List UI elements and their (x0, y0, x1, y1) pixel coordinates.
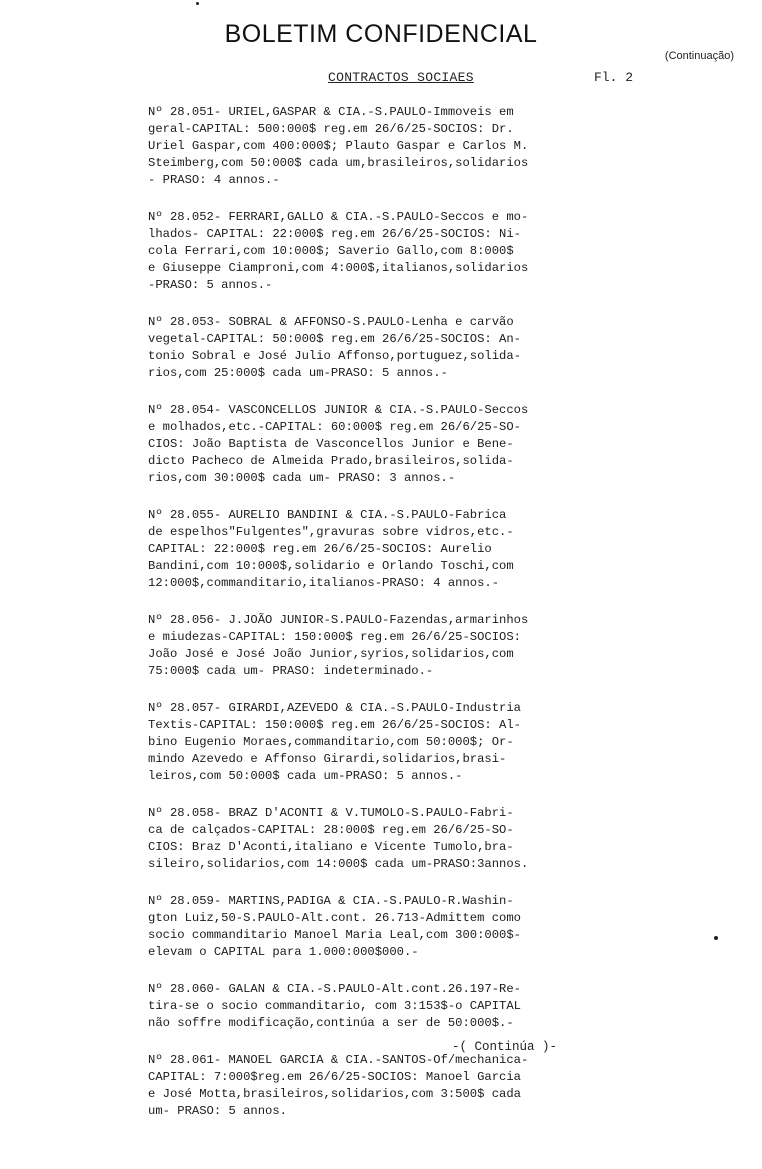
entry-line: Nº 28.058- BRAZ D'ACONTI & V.TUMOLO-S.PAULO-Fabri- (148, 806, 514, 820)
contract-entry (148, 507, 658, 592)
scan-speck (196, 2, 199, 5)
entry-line: CIOS: João Baptista de Vasconcellos Junior e Bene- (148, 437, 514, 451)
continuation-note: (Continuação) (664, 50, 734, 62)
entry-line: - PRASO: 4 annos.- (148, 173, 280, 187)
entry-line: Nº 28.061- MANOEL GARCIA & CIA.-SANTOS-Of/mechanica- (148, 1053, 529, 1067)
bulletin-title: BOLETIM CONFIDENCIAL (224, 20, 538, 48)
contract-entry (148, 1052, 658, 1120)
entry-line: CAPITAL: 22:000$ reg.em 26/6/25-SOCIOS: Aurelio (148, 542, 492, 556)
entry-line: elevam o CAPITAL para 1.000:000$000.- (148, 945, 419, 959)
entry-line: Nº 28.052- FERRARI,GALLO & CIA.-S.PAULO-Seccos e mo- (148, 210, 529, 224)
entry-line: tira-se o socio commanditario, com 3:153$-o CAPITAL (148, 999, 521, 1013)
contract-entry (148, 314, 658, 382)
section-heading: CONTRACTOS SOCIAES (328, 70, 474, 85)
contract-entry (148, 104, 658, 189)
entry-line: cola Ferrari,com 10:000$; Saverio Gallo,com 8:000$ (148, 244, 514, 258)
entry-line: 75:000$ cada um- PRASO: indeterminado.- (148, 664, 434, 678)
entries-list (148, 104, 658, 1140)
entry-line: socio commanditario Manoel Maria Leal,com 300:000$- (148, 928, 521, 942)
entry-line: ca de calçados-CAPITAL: 28:000$ reg.em 26/6/25-SO- (148, 823, 514, 837)
entry-line: tonio Sobral e José Julio Affonso,portuguez,solida- (148, 349, 521, 363)
entry-line: Bandini,com 10:000$,solidario e Orlando Toschi,com (148, 559, 514, 573)
entry-line: e molhados,etc.-CAPITAL: 60:000$ reg.em 26/6/25-SO- (148, 420, 521, 434)
scan-speck (714, 936, 718, 940)
entry-line: leiros,com 50:000$ cada um-PRASO: 5 annos.- (148, 769, 463, 783)
entry-line: não soffre modificação,continúa a ser de 50:000$.- (148, 1016, 514, 1030)
contract-entry (148, 612, 658, 680)
entry-line: e miudezas-CAPITAL: 150:000$ reg.em 26/6/25-SOCIOS: (148, 630, 521, 644)
folio-number: Fl. 2 (594, 70, 634, 85)
entry-line: bino Eugenio Moraes,commanditario,com 50:000$; Or- (148, 735, 514, 749)
entry-line: gton Luiz,50-S.PAULO-Alt.cont. 26.713-Admittem como (148, 911, 521, 925)
contract-entry (148, 209, 658, 294)
entry-line: -PRASO: 5 annos.- (148, 278, 273, 292)
contract-entry (148, 893, 658, 961)
entry-line: CIOS: Braz D'Aconti,italiano e Vicente Tumolo,bra- (148, 840, 514, 854)
entry-line: Nº 28.055- AURELIO BANDINI & CIA.-S.PAULO-Fabrica (148, 508, 507, 522)
entry-line: vegetal-CAPITAL: 50:000$ reg.em 26/6/25-SOCIOS: An- (148, 332, 521, 346)
contract-entry (148, 981, 658, 1032)
entry-line: geral-CAPITAL: 500:000$ reg.em 26/6/25-SOCIOS: Dr. (148, 122, 514, 136)
entry-line: rios,com 30:000$ cada um- PRASO: 3 annos.- (148, 471, 456, 485)
contract-entry (148, 402, 658, 487)
contract-entry (148, 700, 658, 785)
entry-line: lhados- CAPITAL: 22:000$ reg.em 26/6/25-SOCIOS: Ni- (148, 227, 521, 241)
entry-line: dicto Pacheco de Almeida Prado,brasileiros,solida- (148, 454, 514, 468)
entry-line: Nº 28.054- VASCONCELLOS JUNIOR & CIA.-S.PAULO-Seccos (148, 403, 529, 417)
entry-line: 12:000$,commanditario,italianos-PRASO: 4 annos.- (148, 576, 500, 590)
entry-line: Nº 28.053- SOBRAL & AFFONSO-S.PAULO-Lenha e carvão (148, 315, 514, 329)
entry-line: mindo Azevedo e Affonso Girardi,solidarios,brasi- (148, 752, 507, 766)
contract-entry (148, 805, 658, 873)
entry-line: Nº 28.057- GIRARDI,AZEVEDO & CIA.-S.PAULO-Industria (148, 701, 521, 715)
entry-line: João José e José João Junior,syrios,solidarios,com (148, 647, 514, 661)
entry-line: e José Motta,brasileiros,solidarios,com 3:500$ cada (148, 1087, 521, 1101)
entry-line: Nº 28.060- GALAN & CIA.-S.PAULO-Alt.cont.26.197-Re- (148, 982, 521, 996)
entry-line: rios,com 25:000$ cada um-PRASO: 5 annos.- (148, 366, 448, 380)
entry-line: sileiro,solidarios,com 14:000$ cada um-PRASO:3annos. (148, 857, 529, 871)
entry-line: Nº 28.051- URIEL,GASPAR & CIA.-S.PAULO-Immoveis em (148, 105, 514, 119)
continuation-footer: -( Continúa )- (452, 1040, 558, 1054)
entry-line: Textis-CAPITAL: 150:000$ reg.em 26/6/25-SOCIOS: Al- (148, 718, 521, 732)
entry-line: e Giuseppe Ciamproni,com 4:000$,italianos,solidarios (148, 261, 529, 275)
entry-line: CAPITAL: 7:000$reg.em 26/6/25-SOCIOS: Manoel Garcia (148, 1070, 521, 1084)
entry-line: de espelhos"Fulgentes",gravuras sobre vidros,etc.- (148, 525, 514, 539)
entry-line: Nº 28.059- MARTINS,PADIGA & CIA.-S.PAULO-R.Washin- (148, 894, 514, 908)
entry-line: Nº 28.056- J.JOÃO JUNIOR-S.PAULO-Fazendas,armarinhos (148, 613, 529, 627)
entry-line: um- PRASO: 5 annos. (148, 1104, 287, 1118)
entry-line: Uriel Gaspar,com 400:000$; Plauto Gaspar e Carlos M. (148, 139, 529, 153)
entry-line: Steimberg,com 50:000$ cada um,brasileiros,solidarios (148, 156, 529, 170)
